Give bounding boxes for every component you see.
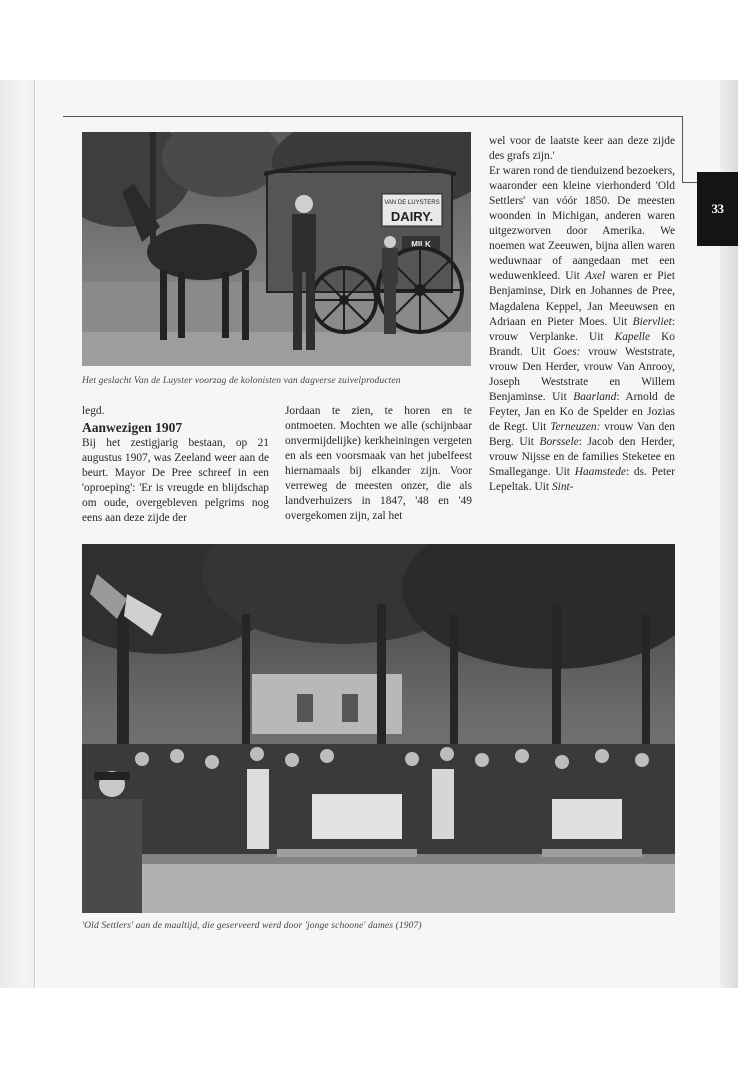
column-1-lead: legd.	[82, 405, 105, 417]
top-photo-caption: Het geslacht Van de Luyster voorzag de kolonisten van dagverse zuivelproducten	[82, 375, 401, 386]
wagon-sign-milk: MILK	[411, 240, 431, 249]
bottom-photo-caption: 'Old Settlers' aan de maaltijd, die geserveerd werd door 'jonge schoone' dames (1907)	[82, 920, 422, 931]
wagon-sign-dairy: DAIRY.	[390, 209, 434, 224]
column-1-body: Bij het zestigjarig bestaan, op 21 augustus 1907, was Zeeland weer aan de beurt. Mayor De Pree schreef in een 'oproeping': 'Er is vreugde en blijdschap om oude, overgebleven pelgrims nog eens aan deze zijde der	[82, 437, 269, 525]
dairy-wagon-photo	[82, 132, 471, 366]
page-number: 33	[711, 201, 724, 216]
column-3-para-2: Er waren rond de tienduizend bezoekers, waaronder een kleine vierhonderd 'Old Settlers' van vóór 1850. De meesten woonden in Michigan, anderen waren uitgezworven door Amerika. We noemen wat Zeeuwen, bijna allen waren weduwnaar of aangedaan met een weduwenkleed. Uit Axel waren er Piet Benjaminse, Dirk en Johannes de Pree, Magdalena Keppel, Jan Meeuwsen en Adriaan en Pieter Moes. Uit Biervliet: vrouw Verplanke. Uit Kapelle Ko Brandt. Uit Goes: vrouw Weststrate, vrouw Den Herder, vrouw Van Anrooy, Joseph Weststrate en Willem Benjaminse. Uit Baarland: Arnold de Feyter, Jan en Ko de Spelder en Jozias de Regt. Uit Terneuzen: vrouw Van den Berg. Uit Borssele: Jacob den Herder, vrouw Nijsse en de families Steketee en Smallegange. Uit Haamstede: ds. Peter Lepeltak. Uit Sint-	[489, 165, 675, 494]
place-haamstede: Haamstede	[574, 466, 626, 479]
place-biervliet: Biervliet	[632, 315, 672, 328]
place-baarland: Baarland	[573, 390, 617, 403]
header-rule	[63, 116, 683, 117]
section-heading: Aanwezigen 1907	[82, 420, 183, 436]
place-kapelle: Kapelle	[614, 330, 651, 343]
page-number-tab	[697, 172, 738, 246]
left-page-edge	[0, 80, 34, 988]
dairy-wagon-illustration	[82, 132, 471, 366]
place-goes: Goes:	[553, 345, 581, 358]
text-column-3	[489, 134, 675, 495]
place-terneuzen: Terneuzen:	[550, 420, 601, 433]
column-2-body: Jordaan te zien, te horen en te ontmoeten. Mochten we alle (schijnbaar onvermijdelijke) kerkheiningen vergeten en als een voorsmaak van het jubelfeest hiernamaals bij elkander zijn. Voor verreweg de meesten onzer, die als landverhuizers in 1847, '48 en '49 overgekomen zijn, zal het	[285, 405, 472, 523]
place-sint: Sint-	[551, 481, 574, 494]
place-borssele: Borssele	[539, 435, 579, 448]
page-gutter	[34, 80, 35, 988]
place-axel: Axel	[584, 270, 606, 283]
column-3-para-1: wel voor de laatste keer aan deze zijde des grafs zijn.'	[489, 135, 675, 163]
wagon-sign-name: VAN DE LUYSTERS	[384, 200, 440, 206]
text-column-1	[82, 404, 269, 526]
old-settlers-illustration	[82, 544, 675, 913]
text-column-2	[285, 404, 472, 524]
old-settlers-photo	[82, 544, 675, 913]
tab-connector-vertical	[682, 116, 683, 182]
